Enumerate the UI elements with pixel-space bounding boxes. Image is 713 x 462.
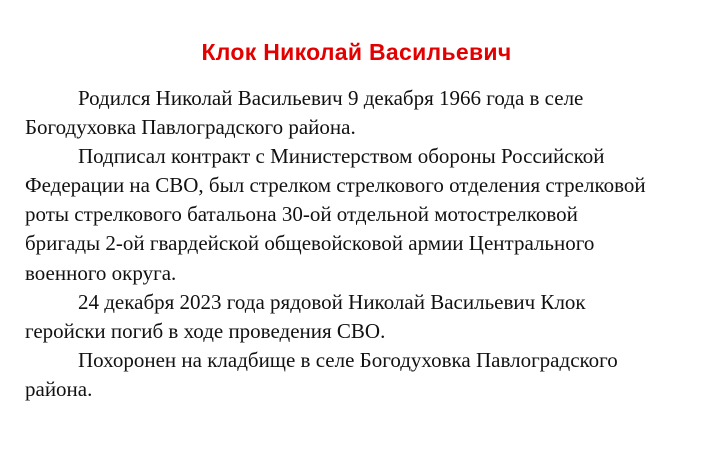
biography-text bbox=[25, 84, 697, 404]
page-title: Клок Николай Васильевич bbox=[201, 39, 512, 65]
text-line: Родился Николай Васильевич 9 декабря 1966 года в селе bbox=[78, 86, 584, 110]
text-line: Федерации на СВО, был стрелком стрелкового отделения стрелковой bbox=[25, 173, 646, 198]
text-line: 24 декабря 2023 года рядовой Николай Васильевич Клок bbox=[78, 289, 586, 314]
text-line: военного округа. bbox=[25, 260, 177, 285]
text-line: роты стрелкового батальона 30-ой отдельной мотострелковой bbox=[25, 202, 578, 227]
text-line: Похоронен на кладбище в селе Богодуховка Павлоградского bbox=[78, 347, 618, 372]
text-line: бригады 2-ой гвардейской общевойсковой армии Центрального bbox=[25, 231, 595, 256]
text-line: Подписал контракт с Министерством обороны Российской bbox=[78, 144, 605, 169]
text-line: района. bbox=[25, 376, 93, 401]
text-line: геройски погиб в ходе проведения СВО. bbox=[25, 318, 386, 343]
text-line: Богодуховка Павлоградского района. bbox=[25, 115, 356, 140]
